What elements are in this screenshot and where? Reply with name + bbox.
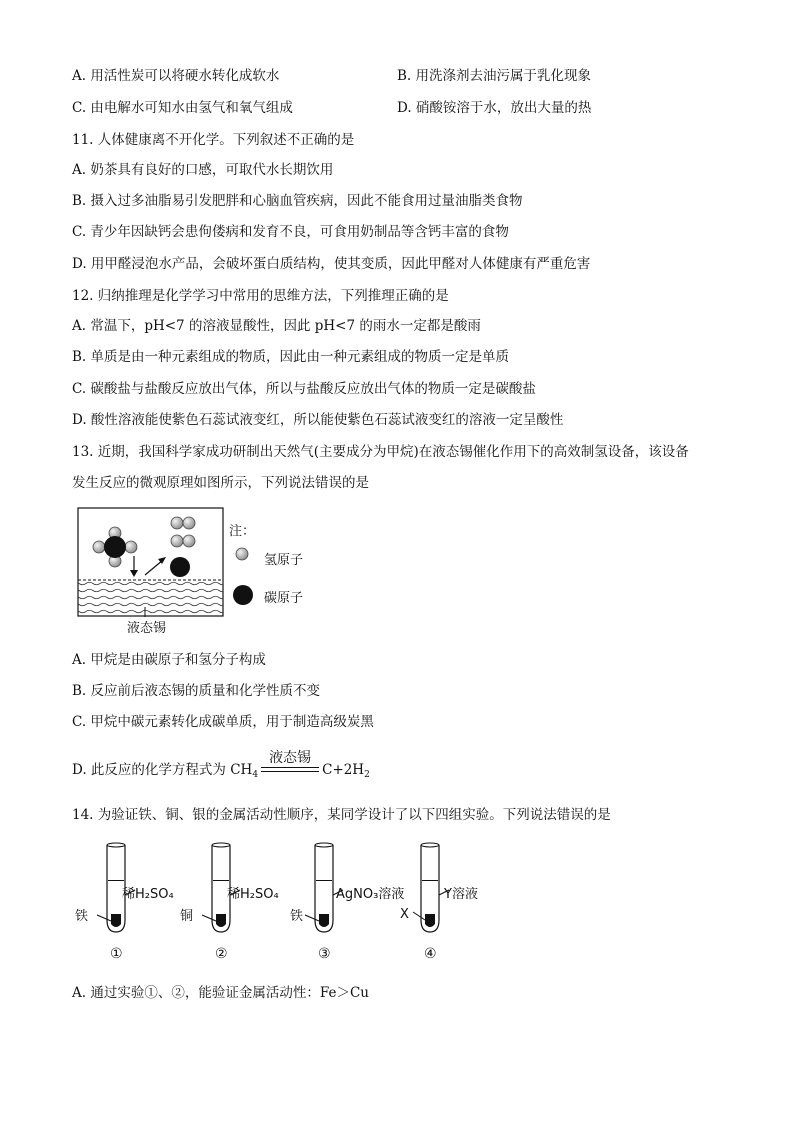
q10-option-d: D. 硝酸铵溶于水，放出大量的热: [397, 100, 592, 116]
q13-option-a: A. 甲烷是由碳原子和氢分子构成: [72, 652, 266, 668]
equation-arrow: [261, 750, 319, 774]
q14-stem: 14. 为验证铁、铜、银的金属活动性顺序，某同学设计了以下四组实验。下列说法错误的是: [72, 807, 611, 823]
q13-d-sub1: 4: [252, 770, 259, 780]
q13-stem-line2: 发生反应的微观原理如图所示，下列说法错误的是: [72, 475, 369, 491]
q13-d-sub2: 2: [364, 770, 370, 780]
q11-stem: 11. 人体健康离不开化学。下列叙述不正确的是: [72, 132, 355, 148]
legend-hydrogen-label: 氢原子: [264, 553, 304, 568]
equation-condition: 液态锡: [269, 750, 312, 766]
tube-1-metal-label: 铁: [75, 909, 89, 924]
q11-option-b: B. 摄入过多油脂易引发肥胖和心脑血管疾病，因此不能食用过量油脂类食物: [72, 193, 523, 209]
tube-4-number: ④: [424, 946, 437, 962]
tube-1-solution-label: 稀H₂SO₄: [122, 887, 174, 902]
test-tubes-figure: [72, 840, 512, 965]
tube-2-metal-label: 铜: [180, 909, 194, 924]
q13-d-product: C+2H: [322, 762, 365, 778]
q10-option-c: C. 由电解水可知水由氢气和氧气组成: [72, 100, 293, 116]
q13-stem-line1: 13. 近期，我国科学家成功研制出天然气(主要成分为甲烷)在液态锡催化作用下的高效制氢设备，该设备: [72, 444, 689, 460]
tube-3-solution-label: AgNO₃溶液: [336, 887, 405, 902]
tube-4-metal-label: X: [400, 907, 409, 922]
methane-reaction-diagram: [72, 503, 332, 638]
q12-option-b: B. 单质是由一种元素组成的物质，因此由一种元素组成的物质一定是单质: [72, 349, 510, 365]
q13-d-prefix: D. 此反应的化学方程式为 CH: [72, 762, 253, 778]
tube-3-number: ③: [318, 946, 331, 962]
tube-2-solution-label: 稀H₂SO₄: [227, 887, 279, 902]
q12-option-c: C. 碳酸盐与盐酸反应放出气体，所以与盐酸反应放出气体的物质一定是碳酸盐: [72, 381, 536, 397]
legend-carbon-label: 碳原子: [264, 591, 304, 606]
tube-4-solution-label: Y溶液: [444, 887, 478, 902]
q11-option-c: C. 青少年因缺钙会患佝偻病和发育不良，可食用奶制品等含钙丰富的食物: [72, 224, 509, 240]
q13-option-b: B. 反应前后液态锡的质量和化学性质不变: [72, 683, 321, 699]
q13-option-d: [72, 750, 370, 785]
q12-option-d: D. 酸性溶液能使紫色石蕊试液变红，所以能使紫色石蕊试液变红的溶液一定呈酸性: [72, 412, 564, 428]
tube-3-metal-label: 铁: [290, 909, 304, 924]
tube-1-number: ①: [110, 946, 123, 962]
legend-note: 注：: [229, 524, 256, 539]
liquid-tin-layer: [78, 580, 223, 616]
tube-2-number: ②: [215, 946, 228, 962]
q14-option-a: A. 通过实验①、②，能验证金属活动性：Fe＞Cu: [72, 985, 369, 1001]
q12-stem: 12. 归纳推理是化学学习中常用的思维方法，下列推理正确的是: [72, 288, 449, 304]
legend-hydrogen-icon: [236, 548, 248, 560]
q11-option-d: D. 用甲醛浸泡水产品，会破坏蛋白质结构，使其变质，因此甲醛对人体健康有严重危害: [72, 256, 591, 272]
q10-option-a: A. 用活性炭可以将硬水转化成软水: [72, 68, 280, 84]
q13-option-c: C. 甲烷中碳元素转化成碳单质，用于制造高级炭黑: [72, 714, 374, 730]
q10-option-b: B. 用洗涤剂去油污属于乳化现象: [397, 68, 592, 84]
q12-option-a: A. 常温下，pH<7 的溶液显酸性，因此 pH<7 的雨水一定都是酸雨: [72, 318, 481, 334]
carbon-atom-product: [170, 557, 190, 577]
liquid-tin-label: 液态锡: [127, 621, 167, 636]
q11-option-a: A. 奶茶具有良好的口感，可取代水长期饮用: [72, 162, 334, 178]
legend-carbon-icon: [233, 585, 253, 605]
